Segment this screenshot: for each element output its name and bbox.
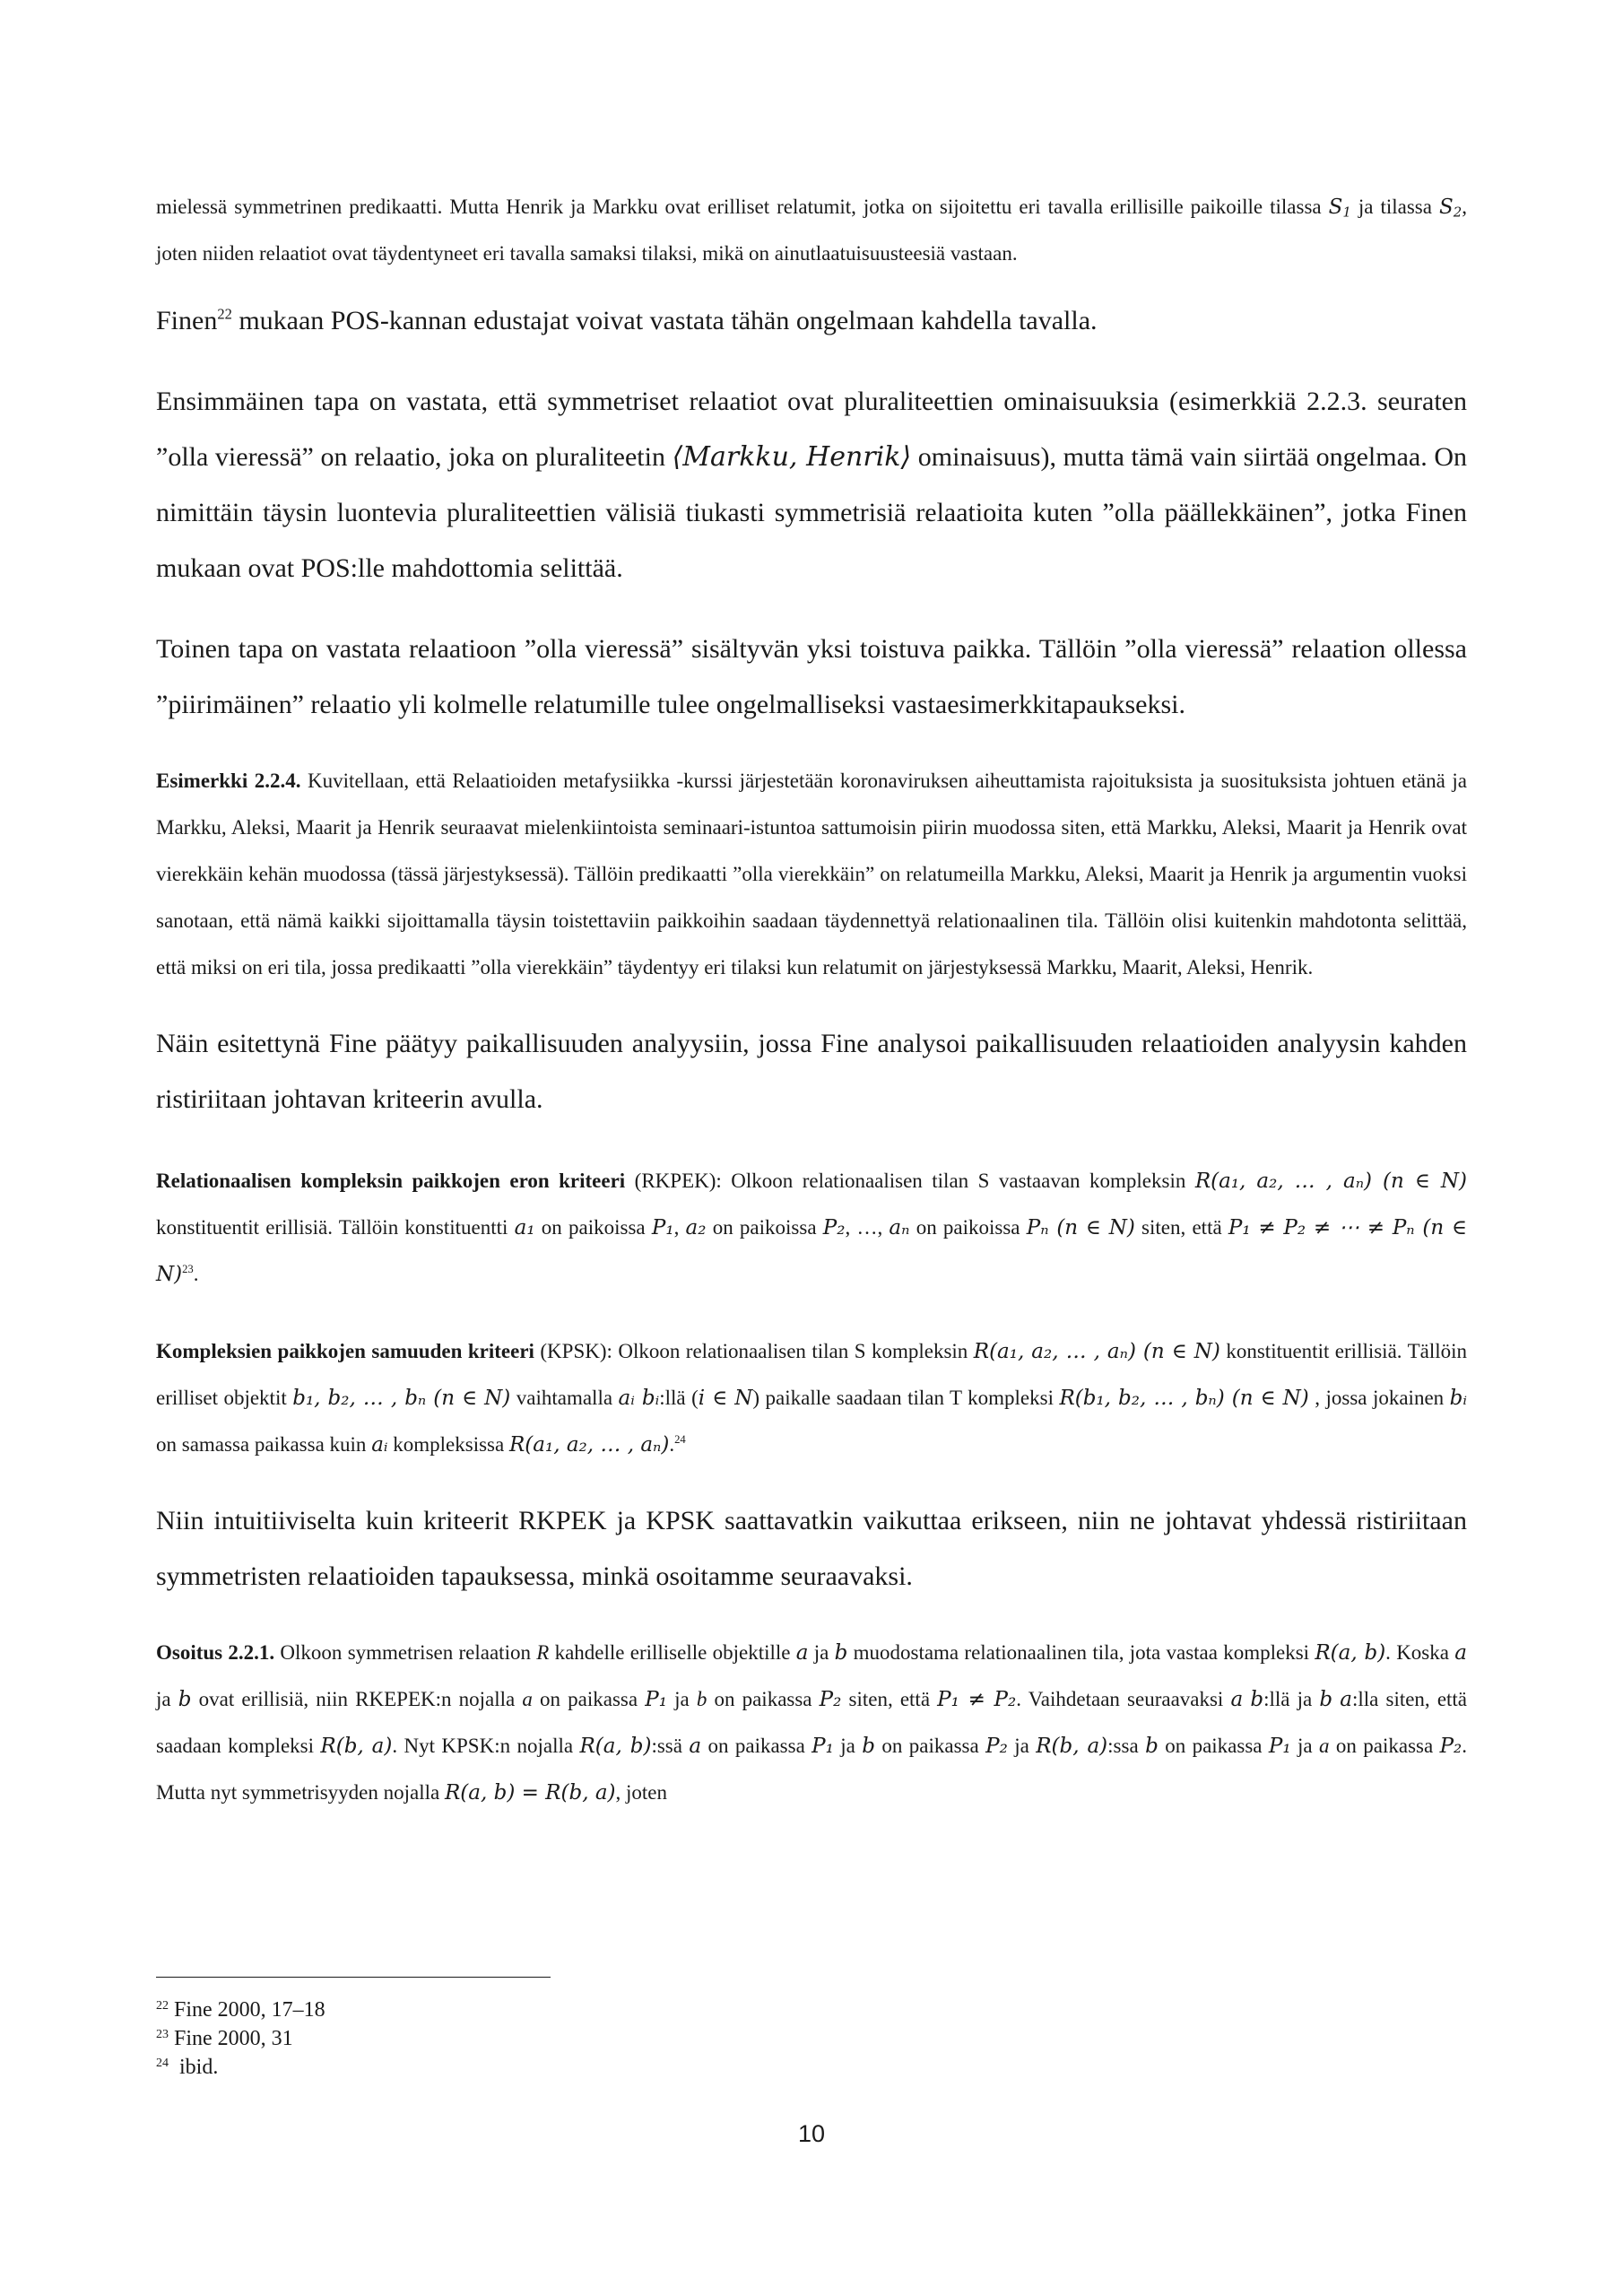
footnote-separator xyxy=(156,1977,551,1978)
math: aᵢ bᵢ xyxy=(618,1387,660,1410)
math: P₁ xyxy=(651,1216,674,1239)
math: P₂ xyxy=(822,1216,846,1239)
paragraph-4: Toinen tapa on vastata relaatioon ”olla vieressä” sisältyvän yksi toistuva paikka. Tällöin ”olla vieressä” relaation ollessa ”piirimäinen” relaatio yli kolmelle relatumille tulee ongelmalliseksi vastaesimerkkitapaukseksi. xyxy=(156,634,1467,719)
math: bᵢ xyxy=(1449,1387,1467,1410)
footnote-23: $^{23}$ Fine 2000, 31 xyxy=(156,2027,293,2050)
math-plurality: ⟨Markku, Henrik⟩ xyxy=(672,441,912,473)
math: R(a₁, a₂, … , aₙ) xyxy=(508,1433,670,1457)
example-label: Esimerkki 2.2.4. xyxy=(156,770,301,792)
footnote-24: $^{24}$ ibid. xyxy=(156,2056,219,2079)
proof-2-2-1: Osoitus 2.2.1. Olkoon symmetrisen relaation R kahdelle erilliselle objektille a ja b muodostama relationaalinen tila, jota vastaa kompleksi R(a, b). Koska a ja b ovat erillisiä, niin RKEPEK:n nojalla a on paikassa P₁ ja b on paikassa P₂ siten, että P₁ ≠ P₂. Vaihdetaan seuraavaksi a b:llä ja b a:lla siten, että saadaan kompleksi R(b, a). Nyt KPSK:n nojalla R(a, b):ssä a on paikassa P₁ ja b on paikassa P₂ ja R(b, a):ssa b on paikassa P₁ ja a on paikassa P₂. Mutta nyt symmetrisyyden nojalla R(a, b) = R(b, a), joten xyxy=(156,1641,1468,1805)
footnote-ref-23: 23 xyxy=(182,1263,194,1276)
math: Pₙ (n ∈ N) xyxy=(1026,1216,1135,1239)
criterion-label: Kompleksien paikkojen samuuden kriteeri xyxy=(156,1340,534,1362)
math: aᵢ xyxy=(371,1433,388,1457)
math: R(b₁, b₂, … , bₙ) (n ∈ N) xyxy=(1059,1387,1309,1410)
text: mielessä symmetrinen predikaatti. Mutta Henrik ja Markku ovat erilliset relatumit, jotka on sijoitettu eri tavalla erillisille paikoille tilassa xyxy=(156,196,1329,218)
math: R(a₁, a₂, … , aₙ) (n ∈ N) xyxy=(973,1340,1220,1363)
footnote-22: $^{22}$ Fine 2000, 17–18 xyxy=(156,1998,325,2022)
footnotes xyxy=(156,1977,1411,2082)
footnote-ref-24: 24 xyxy=(674,1433,686,1447)
criterion-rkpek: Relationaalisen kompleksin paikkojen eron kriteeri (RKPEK): Olkoon relationaalisen tilan S vastaavan kompleksin R(a₁, a₂, … , aₙ) (n ∈ N) konstituentit erillisiä. Tällöin konstituentti a₁ on paikoissa P₁, a₂ on paikoissa P₂, …, aₙ on paikoissa Pₙ (n ∈ N) siten, että P₁ ≠ P₂ ≠ ⋯ ≠ Pₙ (n ∈ N)$^{23}$. xyxy=(156,1170,1468,1286)
criterion-kpsk: Kompleksien paikkojen samuuden kriteeri (KPSK): Olkoon relationaalisen tilan S kompleksin R(a₁, a₂, … , aₙ) (n ∈ N) konstituentit erillisiä. Tällöin erilliset objektit b₁, b₂, … , bₙ (n ∈ N) vaihtamalla aᵢ bᵢ:llä (i ∈ N) paikalle saadaan tilan T kompleksi R(b₁, b₂, … , bₙ) (n ∈ N) , jossa jokainen bᵢ on samassa paikassa kuin aᵢ kompleksissa R(a₁, a₂, … , aₙ).$^{24}$ xyxy=(156,1340,1468,1457)
proof-label: Osoitus 2.2.1. xyxy=(156,1641,275,1664)
text: , joten niiden relaatiot ovat täydentyneet eri tavalla samaksi tilaksi, mikä on ainutlaatuisuusteesiä vastaan. xyxy=(156,196,1467,265)
math: a₂ xyxy=(685,1216,707,1239)
page-body xyxy=(156,184,1467,1816)
paragraph-9: Niin intuitiiviselta kuin kriteerit RKPEK ja KPSK saattavatkin vaikuttaa erikseen, niin ne johtavat yhdessä ristiriitaan symmetristen relaatioiden tapauksessa, minkä osoitamme seuraavaksi. xyxy=(156,1506,1467,1591)
math: R(a₁, a₂, … , aₙ) (n ∈ N) xyxy=(1194,1170,1468,1193)
paragraph-3: Ensimmäinen tapa on vastata, että symmetriset relaatiot ovat pluraliteettien ominaisuuksia (esimerkkiä 2.2.3. seuraten ”olla vieressä” on relaatio, joka on pluraliteetin ⟨Markku, Henrik⟩ ominaisuus), mutta tämä vain siirtää ongelmaa. On nimittäin täysin luontevia pluraliteettien välisiä tiukasti symmetrisiä relaatioita kuten ”olla päällekkäinen”, jotka Finen mukaan ovat POS:lle mahdottomia selittää. xyxy=(156,387,1467,583)
paragraph-2: Finen$^{22}$ mukaan POS-kannan edustajat voivat vastata tähän ongelmaan kahdella tavalla. xyxy=(156,305,1098,335)
math: aₙ xyxy=(889,1216,910,1239)
footnote-ref-22: 22 xyxy=(217,305,232,323)
page-number: 10 xyxy=(797,2120,826,2147)
criterion-label: Relationaalisen kompleksin paikkojen eron kriteeri xyxy=(156,1170,626,1192)
math-S1: $S_1$ xyxy=(1328,196,1351,221)
math-S2: $S_2$ xyxy=(1438,196,1462,221)
math: a₁ xyxy=(514,1216,535,1239)
math: b₁, b₂, … , bₙ (n ∈ N) xyxy=(292,1387,511,1410)
math: P₁ ≠ P₂ ≠ ⋯ ≠ Pₙ (n ∈ N) xyxy=(156,1216,1467,1286)
paragraph-1 xyxy=(156,184,1467,277)
paragraph-6: Näin esitettynä Fine päätyy paikallisuuden analyysiin, jossa Fine analysoi paikallisuuden relaatioiden analyysin kahden ristiriitaan johtavan kriteerin avulla. xyxy=(156,1029,1467,1114)
example-2-2-4: Esimerkki 2.2.4. Kuvitellaan, että Relaatioiden metafysiikka -kurssi järjestetään koronaviruksen aiheuttamista rajoituksista ja suosituksista johtuen etänä ja Markku, Aleksi, Maarit ja Henrik seuraavat mielenkiintoista seminaari-istuntoa sattumoisin piirin muodossa siten, että Markku, Aleksi, Maarit ja Henrik ovat vierekkäin kehän muodossa (tässä järjestyksessä). Tällöin predikaatti ”olla vierekkäin” on relatumeilla Markku, Aleksi, Maarit ja Henrik ja argumentin vuoksi sanotaan, että nämä kaikki sijoittamalla täysin toistettaviin paikkoihin saadaan täydennettyä relationaalinen tila. Tällöin olisi kuitenkin mahdotonta selittää, että miksi on eri tila, jossa predikaatti ”olla vierekkäin” täydentyy eri tilaksi kun relatumit on järjestyksessä Markku, Maarit, Aleksi, Henrik. xyxy=(156,770,1467,978)
math: i ∈ N xyxy=(698,1387,753,1410)
text: ja tilassa xyxy=(1350,196,1439,218)
